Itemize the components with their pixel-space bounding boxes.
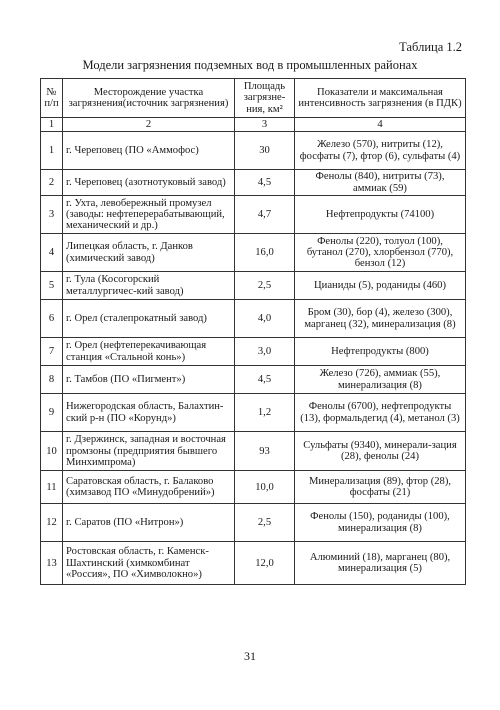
row-indicators: Фенолы (220), толуол (100), бутанол (270), хлорбензол (770), бензол (12) <box>295 234 466 272</box>
table-row <box>41 504 466 542</box>
column-number: 2 <box>63 118 235 132</box>
row-num: 6 <box>41 300 63 338</box>
row-num: 9 <box>41 394 63 432</box>
row-location: г. Тамбов (ПО «Пигмент») <box>63 366 235 394</box>
row-area: 12,0 <box>235 542 295 585</box>
table-row <box>41 432 466 471</box>
page-number: 31 <box>244 649 256 663</box>
column-number: 4 <box>295 118 466 132</box>
row-location: г. Череповец (азотнотуковый завод) <box>63 170 235 196</box>
row-area: 2,5 <box>235 272 295 300</box>
row-location: г. Орел (сталепрокатный завод) <box>63 300 235 338</box>
table-row <box>41 170 466 196</box>
row-location: г. Тула (Косогорский металлургичес-кий завод) <box>63 272 235 300</box>
table-row <box>41 272 466 300</box>
row-indicators: Фенолы (840), нитриты (73), аммиак (59) <box>295 170 466 196</box>
row-area: 30 <box>235 132 295 170</box>
row-indicators: Железо (726), аммиак (55), минерализация (8) <box>295 366 466 394</box>
header-indicators: Показатели и максимальная интенсивность загрязнения (в ПДК) <box>295 79 466 118</box>
header-area: Площадь загрязне-ния, км² <box>235 79 295 118</box>
table-row <box>41 394 466 432</box>
row-area: 10,0 <box>235 471 295 504</box>
row-indicators: Нефтепродукты (800) <box>295 338 466 366</box>
table-caption: Модели загрязнения подземных вод в промышленных районах <box>82 58 418 72</box>
row-num: 1 <box>41 132 63 170</box>
row-num: 7 <box>41 338 63 366</box>
row-area: 16,0 <box>235 234 295 272</box>
row-num: 5 <box>41 272 63 300</box>
row-indicators: Фенолы (150), роданиды (100), минерализация (8) <box>295 504 466 542</box>
table-label: Таблица 1.2 <box>399 40 462 54</box>
row-area: 93 <box>235 432 295 471</box>
row-indicators: Нефтепродукты (74100) <box>295 196 466 234</box>
row-area: 4,7 <box>235 196 295 234</box>
row-indicators: Фенолы (6700), нефтепродукты (13), формальдегид (4), метанол (3) <box>295 394 466 432</box>
row-location: Нижегородская область, Балахтин-ский р-н (ПО «Корунд») <box>63 394 235 432</box>
row-area: 1,2 <box>235 394 295 432</box>
table-row <box>41 300 466 338</box>
row-location: г. Дзержинск, западная и восточная промзоны (предприятия бывшего Минхимпрома) <box>63 432 235 471</box>
row-location: г. Череповец (ПО «Аммофос) <box>63 132 235 170</box>
table-row <box>41 196 466 234</box>
column-number: 1 <box>41 118 63 132</box>
table-body <box>41 132 466 585</box>
row-location: Саратовская область, г. Балаково (химзавод ПО «Минудобрений») <box>63 471 235 504</box>
row-area: 3,0 <box>235 338 295 366</box>
table-row <box>41 338 466 366</box>
table-row <box>41 234 466 272</box>
row-num: 8 <box>41 366 63 394</box>
row-location: Ростовская область, г. Каменск-Шахтинский (химкомбинат «Россия», ПО «Химволокно») <box>63 542 235 585</box>
row-num: 3 <box>41 196 63 234</box>
row-area: 4,5 <box>235 170 295 196</box>
row-num: 2 <box>41 170 63 196</box>
header-row <box>41 79 466 118</box>
column-numbers-row <box>41 118 466 132</box>
row-num: 12 <box>41 504 63 542</box>
row-location: Липецкая область, г. Данков (химический завод) <box>63 234 235 272</box>
row-indicators: Алюминий (18), марганец (80), минерализация (5) <box>295 542 466 585</box>
row-indicators: Минерализация (89), фтор (28), фосфаты (21) <box>295 471 466 504</box>
row-location: г. Саратов (ПО «Нитрон») <box>63 504 235 542</box>
table-row <box>41 542 466 585</box>
row-num: 13 <box>41 542 63 585</box>
table-row <box>41 132 466 170</box>
row-indicators: Железо (570), нитриты (12), фосфаты (7), фтор (6), сульфаты (4) <box>295 132 466 170</box>
row-num: 4 <box>41 234 63 272</box>
row-indicators: Сульфаты (9340), минерали-зация (28), фенолы (24) <box>295 432 466 471</box>
row-num: 11 <box>41 471 63 504</box>
row-area: 4,5 <box>235 366 295 394</box>
pollution-table <box>40 78 466 585</box>
header-location: Месторождение участка загрязнения(источник загрязнения) <box>63 79 235 118</box>
table-row <box>41 366 466 394</box>
row-area: 4,0 <box>235 300 295 338</box>
row-location: г. Орел (нефтеперекачивающая станция «Стальной конь») <box>63 338 235 366</box>
row-indicators: Цианиды (5), роданиды (460) <box>295 272 466 300</box>
table-row <box>41 471 466 504</box>
row-location: г. Ухта, левобережный промузел (заводы: нефтеперерабатывающий, механический и др.) <box>63 196 235 234</box>
row-num: 10 <box>41 432 63 471</box>
header-num: № п/п <box>41 79 63 118</box>
column-number: 3 <box>235 118 295 132</box>
row-area: 2,5 <box>235 504 295 542</box>
row-indicators: Бром (30), бор (4), железо (300), марганец (32), минерализация (8) <box>295 300 466 338</box>
